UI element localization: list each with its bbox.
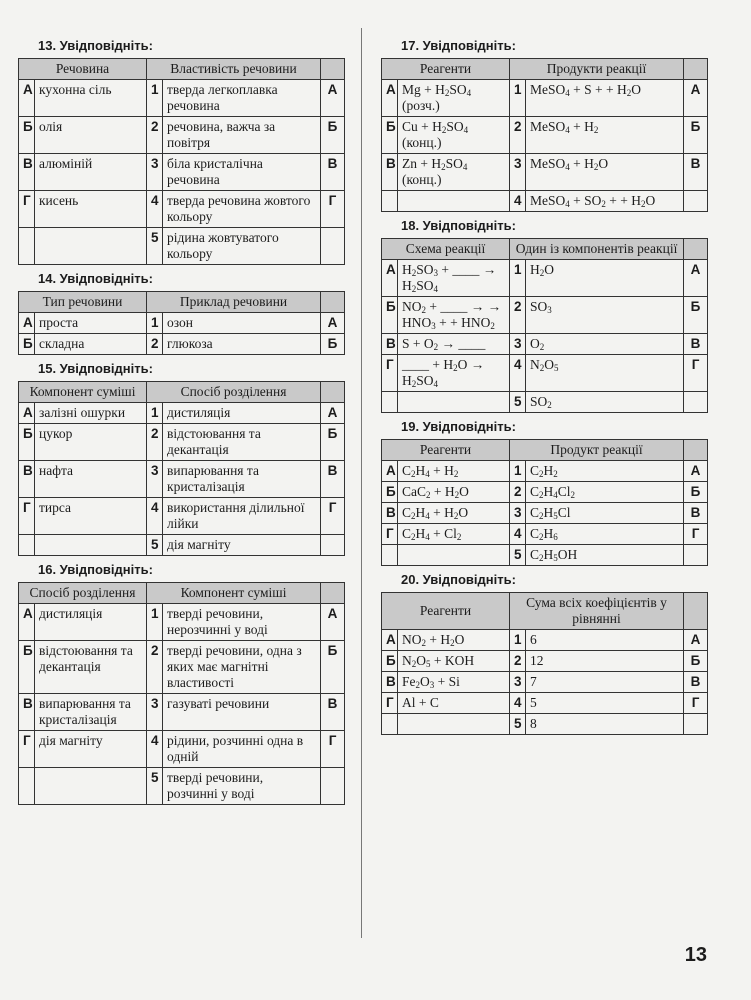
table-row (382, 80, 708, 117)
question-block (18, 271, 344, 355)
row-letter: Г (19, 731, 35, 768)
header-left: Речовина (19, 59, 147, 80)
row-right-text: MeSO$_4$ + S + + $H_2O$ (526, 80, 684, 117)
row-right-text: тверда легкоплавка речовина (163, 80, 321, 117)
row-number: 2 (147, 641, 163, 694)
row-left-text: $Fe_2O_3 + Si$ (398, 672, 510, 693)
question-title: 20. Увідповідніть: (401, 572, 516, 587)
question-block (381, 38, 707, 212)
row-letter: А (382, 461, 398, 482)
row-left-text: $Mg + H_2SO_4$ (розч.) (398, 80, 510, 117)
row-number: 1 (510, 80, 526, 117)
matching-table (18, 58, 345, 265)
row-right-text: $N_2O_5$ (526, 355, 684, 392)
header-left: Схема реакції (382, 239, 510, 260)
table-row (19, 117, 345, 154)
row-answer: А (321, 313, 345, 334)
row-left-text: ____ + $H_2O \to H_2SO_4$ (398, 355, 510, 392)
table-row (382, 503, 708, 524)
row-right-text: використання ділильної лійки (163, 498, 321, 535)
row-letter (19, 535, 35, 556)
table-row (382, 482, 708, 503)
row-right-text: рідини, розчинні одна в одній (163, 731, 321, 768)
row-letter: В (382, 503, 398, 524)
row-left-text (35, 228, 147, 265)
table-row (19, 641, 345, 694)
header-right: Компонент суміші (147, 583, 321, 604)
row-number: 3 (510, 503, 526, 524)
question-title: 13. Увідповідніть: (38, 38, 153, 53)
row-left-text: $Cu + H_2SO_4$ (конц.) (398, 117, 510, 154)
question-block (381, 572, 707, 735)
table-row (19, 334, 345, 355)
row-answer: А (321, 604, 345, 641)
row-left-text (398, 191, 510, 212)
row-answer: Б (684, 297, 708, 334)
header-answer (684, 59, 708, 80)
row-left-text: дистиляція (35, 604, 147, 641)
question-title: 14. Увідповідніть: (38, 271, 153, 286)
row-answer: Г (684, 524, 708, 545)
row-left-text: дія магніту (35, 731, 147, 768)
row-right-text: тверді речовини, розчинні у воді (163, 768, 321, 805)
row-left-text: залізні ошурки (35, 403, 147, 424)
row-answer: Б (684, 651, 708, 672)
table-row (382, 154, 708, 191)
row-right-text: газуваті речовини (163, 694, 321, 731)
row-left-text: тирса (35, 498, 147, 535)
row-number: 3 (147, 154, 163, 191)
row-answer: В (684, 334, 708, 355)
row-letter: А (382, 260, 398, 297)
table-row (19, 461, 345, 498)
row-letter: Б (382, 482, 398, 503)
question-block (18, 562, 344, 805)
row-answer (684, 714, 708, 735)
question-block (18, 361, 344, 556)
row-right-text: $H_2O$ (526, 260, 684, 297)
row-answer: Б (321, 641, 345, 694)
row-answer: Б (684, 482, 708, 503)
row-left-text (35, 768, 147, 805)
row-letter (382, 545, 398, 566)
row-right-text: MeSO$_4$ + $SO_2$ + + $H_2O$ (526, 191, 684, 212)
row-left-text: $C_2H_4 + H_2O$ (398, 503, 510, 524)
row-number: 3 (147, 461, 163, 498)
row-answer: Г (321, 191, 345, 228)
row-letter: А (382, 80, 398, 117)
row-answer: А (321, 403, 345, 424)
row-left-text: $S + O_2$ → ____ (398, 334, 510, 355)
row-number: 4 (510, 355, 526, 392)
row-answer: А (684, 80, 708, 117)
header-right: Приклад речовини (147, 292, 321, 313)
row-right-text: $C_2H_5OH$ (526, 545, 684, 566)
row-letter: Б (382, 297, 398, 334)
row-left-text: складна (35, 334, 147, 355)
row-left-text (398, 714, 510, 735)
row-letter: Б (19, 117, 35, 154)
row-number: 1 (147, 604, 163, 641)
table-row (19, 731, 345, 768)
question-title: 19. Увідповідніть: (401, 419, 516, 434)
row-right-text: тверда речовина жовтого кольору (163, 191, 321, 228)
row-left-text: випарювання та кристалізація (35, 694, 147, 731)
row-number: 1 (147, 313, 163, 334)
matching-table (381, 439, 708, 566)
row-left-text: Al + C (398, 693, 510, 714)
header-left: Спосіб розділення (19, 583, 147, 604)
row-letter (382, 714, 398, 735)
table-row (19, 80, 345, 117)
row-number: 2 (510, 297, 526, 334)
table-row (19, 604, 345, 641)
row-answer: В (684, 672, 708, 693)
row-right-text: речовина, важча за повітря (163, 117, 321, 154)
table-row (382, 461, 708, 482)
header-answer (684, 593, 708, 630)
header-answer (321, 583, 345, 604)
row-letter: В (19, 694, 35, 731)
row-answer (321, 228, 345, 265)
left-column (18, 32, 344, 805)
row-letter: В (19, 461, 35, 498)
row-letter (382, 191, 398, 212)
row-answer: Г (684, 355, 708, 392)
matching-table (18, 582, 345, 805)
row-number: 2 (147, 424, 163, 461)
table-row (382, 714, 708, 735)
row-letter: В (382, 672, 398, 693)
row-letter: А (19, 604, 35, 641)
row-answer: Б (684, 117, 708, 154)
row-right-text: $C_2H_2$ (526, 461, 684, 482)
header-right: Сума всіх коефіцієнтів у рівнянні (510, 593, 684, 630)
row-right-text: 6 (526, 630, 684, 651)
right-column (381, 32, 707, 735)
table-row (382, 392, 708, 413)
table-row (382, 117, 708, 154)
row-right-text: $C_2H_4Cl_2$ (526, 482, 684, 503)
row-right-text: $SO_2$ (526, 392, 684, 413)
row-letter (19, 768, 35, 805)
matching-table (18, 381, 345, 556)
row-letter: Г (382, 524, 398, 545)
row-number: 4 (510, 191, 526, 212)
row-number: 2 (147, 117, 163, 154)
row-number: 3 (147, 694, 163, 731)
question-block (18, 38, 344, 265)
row-right-text: 12 (526, 651, 684, 672)
row-right-text: випарювання та кристалізація (163, 461, 321, 498)
row-number: 3 (510, 334, 526, 355)
row-answer: Б (321, 117, 345, 154)
row-letter: В (382, 154, 398, 191)
row-number: 2 (147, 334, 163, 355)
question-title: 18. Увідповідніть: (401, 218, 516, 233)
table-row (19, 535, 345, 556)
row-right-text: 8 (526, 714, 684, 735)
row-right-text: 7 (526, 672, 684, 693)
row-number: 1 (510, 260, 526, 297)
row-letter: Б (382, 651, 398, 672)
row-letter: В (19, 154, 35, 191)
row-number: 1 (510, 461, 526, 482)
table-row (19, 498, 345, 535)
table-row (19, 403, 345, 424)
row-number: 2 (510, 482, 526, 503)
row-letter: Г (382, 693, 398, 714)
row-right-text: тверді речовини, нерозчинні у воді (163, 604, 321, 641)
row-letter: Б (19, 424, 35, 461)
row-number: 5 (510, 714, 526, 735)
row-left-text: кисень (35, 191, 147, 228)
table-row (19, 424, 345, 461)
page-number: 13 (684, 944, 707, 966)
row-letter: А (19, 403, 35, 424)
row-answer: В (321, 694, 345, 731)
row-left-text: проста (35, 313, 147, 334)
row-answer: Б (321, 424, 345, 461)
row-number: 5 (510, 545, 526, 566)
row-left-text: $H_2SO_3$ + ____ → $H_2SO_4$ (398, 260, 510, 297)
row-number: 5 (510, 392, 526, 413)
row-left-text: алюміній (35, 154, 147, 191)
row-answer: Г (684, 693, 708, 714)
row-number: 1 (147, 80, 163, 117)
row-right-text: глюкоза (163, 334, 321, 355)
header-left: Реагенти (382, 59, 510, 80)
header-left: Реагенти (382, 440, 510, 461)
question-title: 16. Увідповідніть: (38, 562, 153, 577)
header-left: Тип речовини (19, 292, 147, 313)
row-number: 4 (510, 524, 526, 545)
row-answer: А (321, 80, 345, 117)
row-left-text: $C_2H_4 + H_2$ (398, 461, 510, 482)
row-number: 2 (510, 117, 526, 154)
row-letter: Б (19, 334, 35, 355)
row-letter: Г (19, 498, 35, 535)
header-answer (684, 239, 708, 260)
matching-table (18, 291, 345, 355)
row-number: 5 (147, 228, 163, 265)
row-letter: А (382, 630, 398, 651)
row-number: 1 (147, 403, 163, 424)
row-right-text: MeSO$_4$ + $H_2$ (526, 117, 684, 154)
row-number: 5 (147, 768, 163, 805)
row-letter: А (19, 313, 35, 334)
row-left-text: $Zn + H_2SO_4$ (конц.) (398, 154, 510, 191)
row-right-text: тверді речовини, одна з яких має магнітні властивості (163, 641, 321, 694)
row-number: 2 (510, 651, 526, 672)
table-row (382, 524, 708, 545)
row-answer: Г (321, 731, 345, 768)
row-number: 4 (510, 693, 526, 714)
matching-table (381, 238, 708, 413)
row-answer: Б (321, 334, 345, 355)
row-answer: В (684, 503, 708, 524)
table-row (382, 630, 708, 651)
row-answer: В (684, 154, 708, 191)
row-number: 4 (147, 731, 163, 768)
row-letter: Б (19, 641, 35, 694)
row-left-text: $N_2O_5$ + KOH (398, 651, 510, 672)
row-left-text: нафта (35, 461, 147, 498)
row-letter: Б (382, 117, 398, 154)
header-right: Один із компонентів реакції (510, 239, 684, 260)
header-right: Продукти реакції (510, 59, 684, 80)
header-answer (321, 292, 345, 313)
row-right-text: $C_2H_6$ (526, 524, 684, 545)
row-number: 5 (147, 535, 163, 556)
row-answer (321, 535, 345, 556)
header-answer (321, 59, 345, 80)
row-right-text: MeSO$_4$ + $H_2O$ (526, 154, 684, 191)
header-left: Компонент суміші (19, 382, 147, 403)
question-title: 15. Увідповідніть: (38, 361, 153, 376)
header-answer (321, 382, 345, 403)
header-answer (684, 440, 708, 461)
matching-table (381, 592, 708, 735)
column-divider (361, 28, 362, 938)
row-number: 4 (147, 498, 163, 535)
row-left-text: $CaC_2 + H_2O$ (398, 482, 510, 503)
row-answer (684, 545, 708, 566)
row-right-text: $SO_3$ (526, 297, 684, 334)
header-left: Реагенти (382, 593, 510, 630)
row-left-text: $NO_2 + H_2O$ (398, 630, 510, 651)
header-right: Властивість речовини (147, 59, 321, 80)
table-row (382, 355, 708, 392)
table-row (19, 191, 345, 228)
row-right-text: $O_2$ (526, 334, 684, 355)
row-answer: А (684, 630, 708, 651)
question-title: 17. Увідповідніть: (401, 38, 516, 53)
row-right-text: 5 (526, 693, 684, 714)
row-letter: Г (382, 355, 398, 392)
row-answer: А (684, 461, 708, 482)
row-letter (19, 228, 35, 265)
matching-table (381, 58, 708, 212)
row-right-text: біла кристалічна речовина (163, 154, 321, 191)
row-answer (684, 191, 708, 212)
row-number: 3 (510, 154, 526, 191)
table-row (19, 694, 345, 731)
row-right-text: відстоювання та декантація (163, 424, 321, 461)
row-left-text: $NO_2$ + ____ → → $HNO_3$ + + $HNO_2$ (398, 297, 510, 334)
row-right-text: дистиляція (163, 403, 321, 424)
row-left-text: олія (35, 117, 147, 154)
table-row (382, 545, 708, 566)
row-left-text (398, 545, 510, 566)
table-row (382, 334, 708, 355)
row-left-text (398, 392, 510, 413)
row-left-text: цукор (35, 424, 147, 461)
table-row (382, 672, 708, 693)
header-right: Продукт реакції (510, 440, 684, 461)
row-left-text: кухонна сіль (35, 80, 147, 117)
table-row (382, 651, 708, 672)
row-left-text: $C_2H_4 + Cl_2$ (398, 524, 510, 545)
row-left-text (35, 535, 147, 556)
table-row (19, 154, 345, 191)
row-left-text: відстоювання та декантація (35, 641, 147, 694)
header-right: Спосіб розділення (147, 382, 321, 403)
table-row (382, 297, 708, 334)
table-row (19, 313, 345, 334)
row-answer: В (321, 154, 345, 191)
row-number: 4 (147, 191, 163, 228)
row-right-text: $C_2H_5Cl$ (526, 503, 684, 524)
row-number: 3 (510, 672, 526, 693)
table-row (19, 768, 345, 805)
table-row (382, 260, 708, 297)
row-answer: В (321, 461, 345, 498)
row-number: 1 (510, 630, 526, 651)
row-letter: А (19, 80, 35, 117)
table-row (19, 228, 345, 265)
row-letter (382, 392, 398, 413)
question-block (381, 218, 707, 413)
row-right-text: рідина жовтуватого кольору (163, 228, 321, 265)
row-answer: Г (321, 498, 345, 535)
row-answer (321, 768, 345, 805)
table-row (382, 191, 708, 212)
row-answer (684, 392, 708, 413)
row-answer: А (684, 260, 708, 297)
row-right-text: озон (163, 313, 321, 334)
row-letter: В (382, 334, 398, 355)
table-row (382, 693, 708, 714)
row-letter: Г (19, 191, 35, 228)
row-right-text: дія магніту (163, 535, 321, 556)
question-block (381, 419, 707, 566)
